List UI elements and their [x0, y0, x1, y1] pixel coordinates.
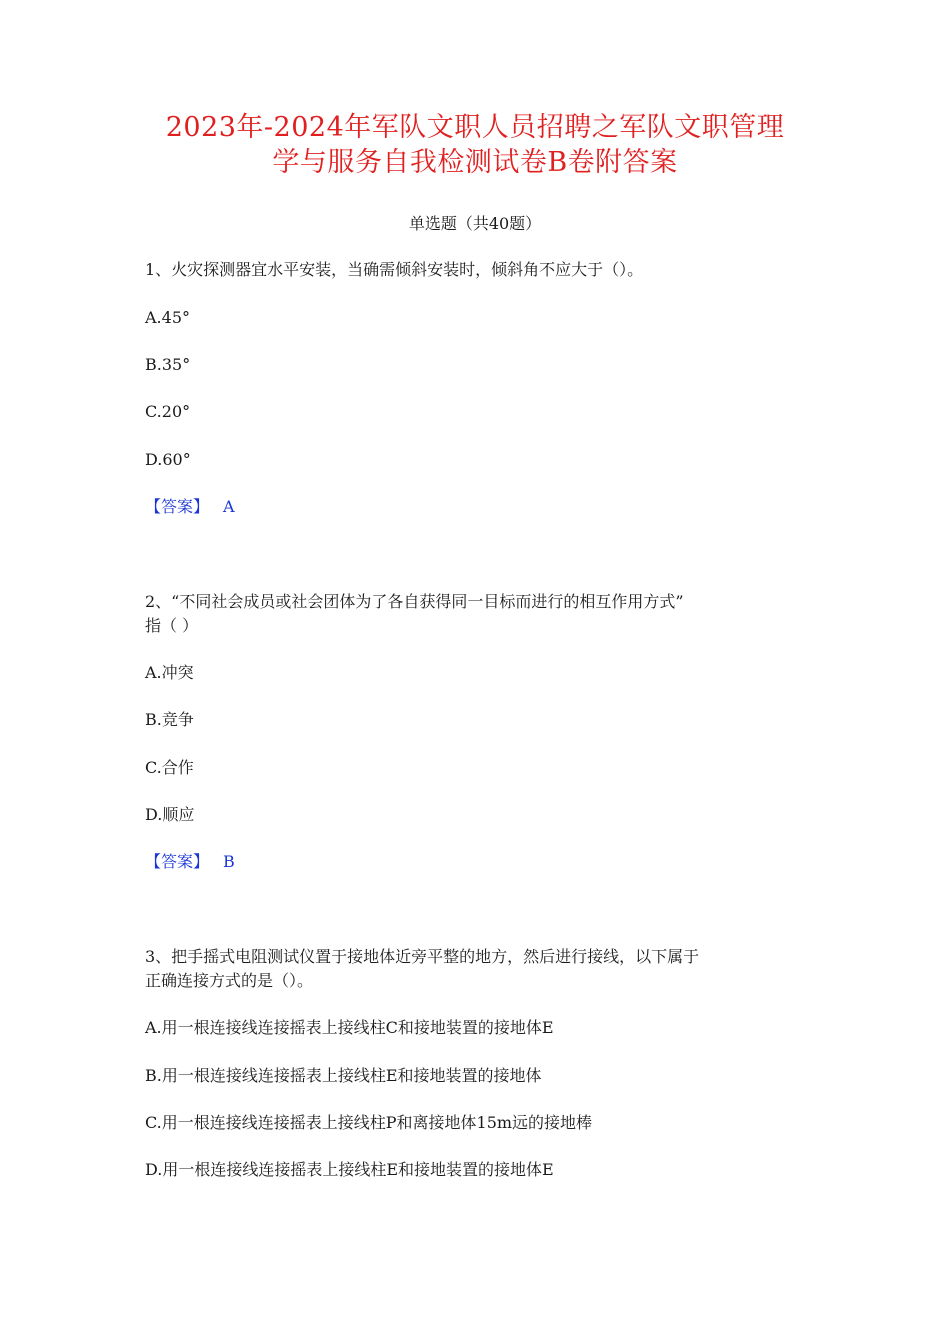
answer-label: 【答案】	[145, 852, 210, 871]
question-1-option-c: C.20°	[145, 402, 191, 421]
question-3-option-c: C.用一根连接线连接摇表上接线柱P和离接地体15m远的接地棒	[145, 1113, 593, 1132]
section-heading: 单选题（共40题）	[408, 214, 542, 233]
question-2-answer	[145, 849, 825, 875]
question-2-option-a: A.冲突	[145, 663, 194, 682]
question-1-option-d: D.60°	[145, 450, 191, 469]
answer-value: B	[223, 852, 235, 871]
question-3-stem-line2: 正确连接方式的是（）。	[145, 971, 314, 990]
question-1-option-a: A.45°	[145, 308, 190, 327]
question-1-answer	[145, 494, 825, 520]
page-title-line1: 2023年-2024年军队文职人员招聘之军队文职管理	[165, 112, 785, 143]
question-3-option-a: A.用一根连接线连接摇表上接线柱C和接地装置的接地体E	[145, 1018, 554, 1037]
question-3-option-d: D.用一根连接线连接摇表上接线柱E和接地装置的接地体E	[145, 1160, 554, 1179]
question-2-stem-line2: 指（ ）	[145, 616, 199, 635]
question-2-option-b: B.竞争	[145, 710, 194, 729]
question-2-stem-line1: 2、“不同社会成员或社会团体为了各自获得同一目标而进行的相互作用方式”	[145, 592, 684, 611]
answer-label: 【答案】	[145, 497, 210, 516]
answer-value: A	[223, 497, 235, 516]
question-3-option-b: B.用一根连接线连接摇表上接线柱E和接地装置的接地体	[145, 1066, 542, 1085]
question-1-stem: 1、火灾探测器宜水平安装，当确需倾斜安装时，倾斜角不应大于（）。	[145, 260, 644, 279]
question-3-stem-line1: 3、把手摇式电阻测试仪置于接地体近旁平整的地方，然后进行接线，以下属于	[145, 947, 700, 966]
question-2-option-c: C.合作	[145, 758, 194, 777]
page-title-line2: 学与服务自我检测试卷B卷附答案	[272, 147, 678, 178]
question-2-option-d: D.顺应	[145, 805, 195, 824]
question-1-option-b: B.35°	[145, 355, 191, 374]
